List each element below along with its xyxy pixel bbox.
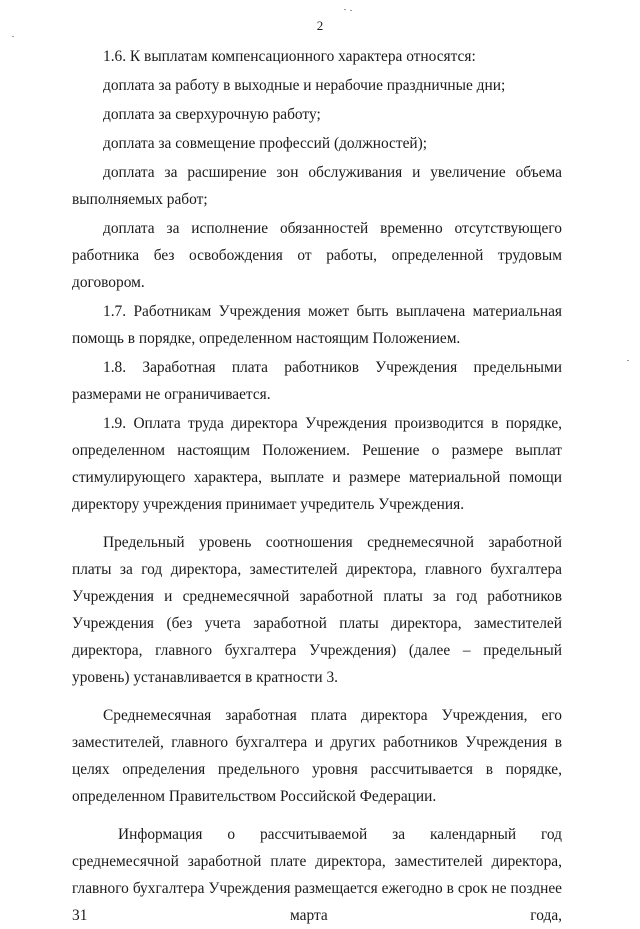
list-item-expanded-service-pay: доплата за расширение зон обслуживания и увеличение объема выполняемых работ; [72,164,562,208]
clause-1-8: 1.8. Заработная плата работников Учреждения предельными размерами не ограничивается. [72,359,562,403]
clause-1-6-heading: 1.6. К выплатам компенсационного характера относятся: [103,48,476,65]
list-item-absent-worker-pay: доплата за исполнение обязанностей временно отсутствующего работника без освобождения от работы, определенной трудовым договором. [72,220,562,291]
document-body [72,43,562,929]
list-item-combined-duties-pay: доплата за совмещение профессий (должностей); [103,135,428,152]
list-item-weekend-pay: доплата за работу в выходные и нерабочие праздничные дни; [103,77,506,94]
scan-speck [350,10,352,11]
salary-ratio-paragraph: Предельный уровень соотношения среднемесячной заработной платы за год директора, заместителей директора, главного бухгалтера Учреждения и среднемесячной заработной платы за год работников Учреждения (без учета заработной платы директора, заместителей директора, главного бухгалтера Учреждения) (далее – предельный уровень) устанавливается в кратности 3. [72,534,562,686]
scan-speck [627,360,629,361]
list-item-overtime-pay: доплата за сверхурочную работу; [103,106,321,123]
salary-disclosure-paragraph: Информация о рассчитываемой за календарный год среднемесячной заработной плате директора, заместителей директора, главного бухгалтера Учреждения размещается ежегодно в срок не позднее 31 марта года, [72,826,562,924]
clause-1-7: 1.7. Работникам Учреждения может быть выплачена материальная помощь в порядке, определенном настоящим Положением. [72,303,562,347]
scan-speck [344,9,346,10]
page-number: 2 [316,18,324,33]
average-salary-paragraph: Среднемесячная заработная плата директора Учреждения, его заместителей, главного бухгалтера и других работников Учреждения в целях определения предельного уровня рассчитывается в порядке, определенном Правительством Российской Федерации. [72,707,562,805]
clause-1-9: 1.9. Оплата труда директора Учреждения производится в порядке, определенном настоящим Положением. Решение о размере выплат стимулирующего характера, выплате и размере материальной помощи директору учреждения принимает учредитель Учреждения. [72,415,562,513]
scan-speck [12,36,14,37]
